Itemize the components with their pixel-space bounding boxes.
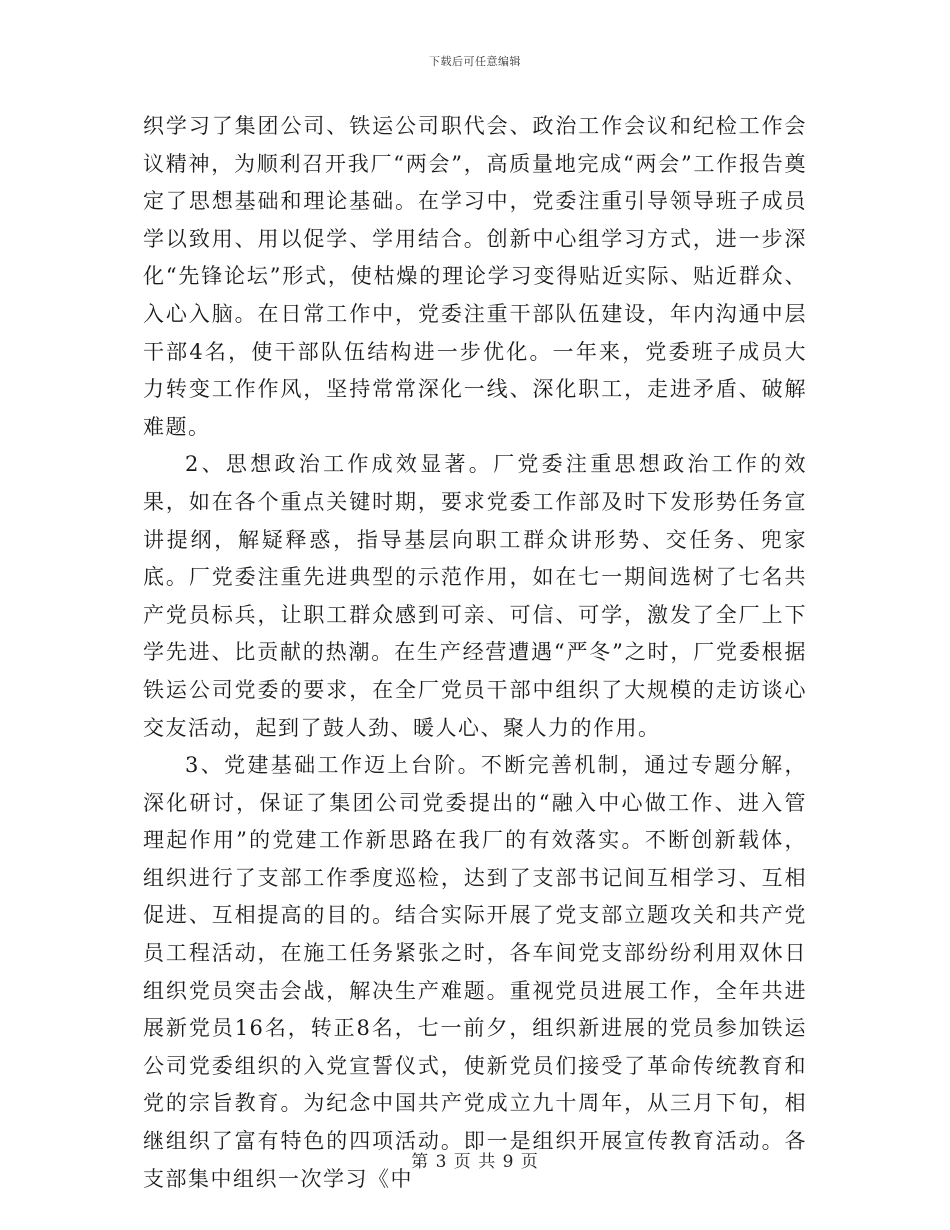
page-header: 下载后可任意编辑 [429,55,521,68]
page-number-footer: 第 3 页 共 9 页 [411,1152,539,1172]
document-body [143,108,807,1198]
paragraph-3: 3、党建基础工作迈上台阶。不断完善机制，通过专题分解，深化研讨，保证了集团公司党委提出的“融入中心做工作、进入管理起作用”的党建工作新思路在我厂的有效落实。不断创新载体，组织进行了支部工作季度巡检，达到了支部书记间互相学习、互相促进、互相提高的目的。结合实际开展了党支部立题攻关和共产党员工程活动，在施工任务紧张之时，各车间党支部纷纷利用双休日组织党员突击会战，解决生产难题。重视党员进展工作，全年共进展新党员16名，转正8名，七一前夕，组织新进展的党员参加铁运公司党委组织的入党宣誓仪式，使新党员们接受了革命传统教育和党的宗旨教育。为纪念中国共产党成立九十周年，从三月下旬，相继组织了富有特色的四项活动。即一是组织开展宣传教育活动。各支部集中组织一次学习《中 [143,753,807,1191]
paragraph-1: 织学习了集团公司、铁运公司职代会、政治工作会议和纪检工作会议精神，为顺利召开我厂“两会”，高质量地完成“两会”工作报告奠定了思想基础和理论基础。在学习中，党委注重引导领导班子成员学以致用、用以促学、学用结合。创新中心组学习方式，进一步深化“先锋论坛”形式，使枯燥的理论学习变得贴近实际、贴近群众、入心入脑。在日常工作中，党委注重干部队伍建设，年内沟通中层干部4名，使干部队伍结构进一步优化。一年来，党委班子成员大力转变工作作风，坚持常常深化一线、深化职工，走进矛盾、破解难题。 [143,114,807,439]
paragraph-2: 2、思想政治工作成效显著。厂党委注重思想政治工作的效果，如在各个重点关键时期，要求党委工作部及时下发形势任务宣讲提纲，解疑释惑，指导基层向职工群众讲形势、交任务、兜家底。厂党委注重先进典型的示范作用，如在七一期间选树了七名共产党员标兵，让职工群众感到可亲、可信、可学，激发了全厂上下学先进、比贡献的热潮。在生产经营遭遇“严冬”之时，厂党委根据铁运公司党委的要求，在全厂党员干部中组织了大规模的走访谈心交友活动，起到了鼓人劲、暖人心、聚人力的作用。 [143,452,807,740]
